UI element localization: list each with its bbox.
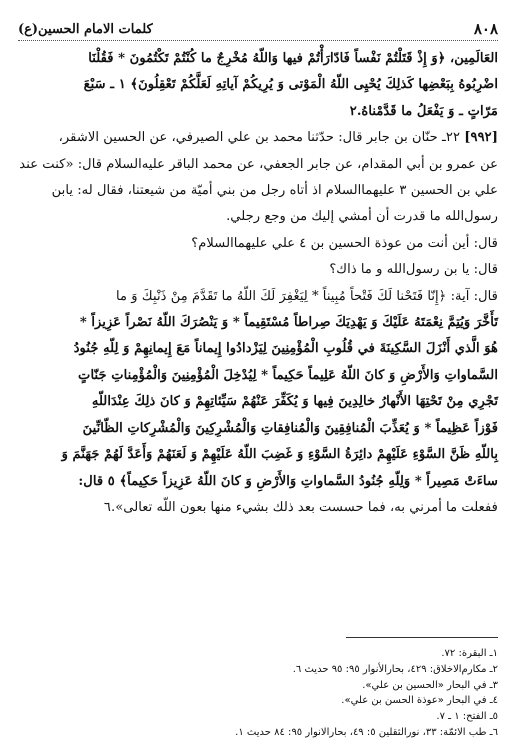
quran-line: بِاللّهِ ظَنَّ السَّوْءِ عَلَيْهِمْ دائِرَةُ السَّوْءِ وَ غَضِبَ اللّهُ عَلَيْهِمْ وَ لَعَنَهُمْ وَأَعَدَّ لَهُمْ جَهَنَّمَ وَ (61, 447, 498, 463)
closing-line: ففعلت ما أمرني به، فما حسست بعد ذلك بشيء منها بعون اللّه تعالى».٦ (103, 499, 498, 515)
quran-line: مَرّاتٍ ـ وَ يَفْعَلُ ما قَدَّمْناهُ.٢ (349, 103, 498, 119)
footnote: ١ـ البقرة: ٧٢. (441, 648, 498, 659)
footnotes (18, 646, 498, 741)
footnote: ٦ـ طب الائمّة: ٣٣، نورالثقلين ٥: ٤٩، بحارالانوار ٩٥: ٨٤ حديث ١. (235, 726, 498, 738)
hadith-line-text: ٢٢ـ حنّان بن جابر قال: حدّثنا محمد بن علي الصيرفي، عن الحسين الاشقر، (58, 130, 461, 146)
hadith-line: رسول‌الله ما قدرت أن أمشي إليك من وجع رجلي. (226, 209, 498, 225)
quran-line: تَأَخَّرَ وَيُتِمَّ نِعْمَتَهُ عَلَيْكَ وَ يَهْدِيَكَ صِراطاً مُسْتَقِيماً * وَ يَنْصُرَكَ اللّهُ نَصْراً عَزِيزاً * (79, 315, 498, 331)
quran-line: فَوْزاً عَظِيماً * وَ يُعَذِّبَ الْمُنافِقِينَ وَالْمُنافِقاتِ وَالْمُشْرِكِينَ وَالْمُشْرِكاتِ الظّانِّينَ (82, 420, 498, 436)
quran-line: هُوَ الَّذي أَنْزَلَ السَّكِينَةَ في قُلُوبِ الْمُؤْمِنِينَ لِيَزْدادُوا إِيماناً مَعَ إِيمانِهِمْ وَ لِلّهِ جُنُودُ (73, 341, 498, 357)
dialogue-line: قال: أين أنت من عوذة الحسين بن ٤ علي عليهما‌السلام؟ (191, 235, 498, 251)
hadith-line: علي بن الحسين ٣ عليهما‌السلام اذ أتاه رجل من بني أميّة من شيعتنا، فقال له: يابن (51, 183, 498, 199)
footnote: ٢ـ مكارم‌الاخلاق: ٤٢٩، بحارالأنوار ٩٥: ٩٥ حديث ٦. (292, 663, 498, 675)
footnote-divider (346, 637, 498, 638)
quran-line: اضْرِبُوهُ بِبَعْضِها كَذلِكَ يُحْيِى اللّهُ الْمَوْتى وَ يُرِيكُمْ آياتِهِ لَعَلَّكُمْ تَعْقِلُونَ﴾ ١ ـ سَبْعَ (83, 77, 498, 93)
page-number: ٨٠٨ (473, 20, 498, 38)
footnote: ٤ـ في البحار «عوذة الحسن بن علي». (341, 695, 498, 707)
running-title: كلمات الامام الحسين(ع) (18, 21, 153, 37)
hadith-number: [٩٩٢] (464, 130, 498, 146)
dialogue-line: قال: يا بن رسول‌الله و ما ذاك؟ (329, 262, 498, 278)
footnote: ٥ـ الفتح: ١ ـ ٧. (436, 711, 498, 723)
main-text (18, 46, 498, 521)
quran-line: قال: آية: ﴿إِنّا فَتَحْنا لَكَ فَتْحاً مُبِيناً * لِيَغْفِرَ لَكَ اللّهُ ما تَقَدَّمَ مِنْ ذَنْبِكَ وَ ما (116, 288, 498, 304)
page-header (18, 18, 498, 41)
quran-line: ساءَتْ مَصِيراً * وَلِلّهِ جُنُودُ السَّماواتِ وَالأَرْضِ وَ كانَ اللّهُ عَزِيزاً حَكِيماً﴾ ٥ قال: (78, 473, 498, 489)
footnote: ٣ـ في البحار «الحسين بن علي». (362, 679, 498, 691)
hadith-line (18, 125, 498, 151)
quran-line: تَجْرِي مِنْ تَحْتِهَا الأَنْهارُ خالِدِينَ فِيها وَ يُكَفِّرَ عَنْهُمْ سَيِّئاتِهِمْ وَ كانَ ذلِكَ عِنْدَاللّهِ (91, 394, 498, 410)
hadith-line: عن عمرو بن أبي المقدام، عن جابر الجعفي، عن محمد الباقر عليه‌السلام قال: «كنت عند (19, 156, 498, 172)
quran-line: السَّماواتِ وَالأَرْضِ وَ كانَ اللّهُ عَلِيماً حَكِيماً * لِيُدْخِلَ الْمُؤْمِنِينَ وَالْمُؤْمِناتِ جَنّاتٍ (78, 367, 498, 383)
quran-line: العَالَمِين‌، ﴿وَ إِذْ قَتَلْتُمْ نَفْساً فَادّارَأْتُمْ فيها وَاللّهُ مُخْرِجٌ ما كُنْتُمْ تَكْتُمُونَ * فَقُلْنَا (88, 51, 498, 66)
